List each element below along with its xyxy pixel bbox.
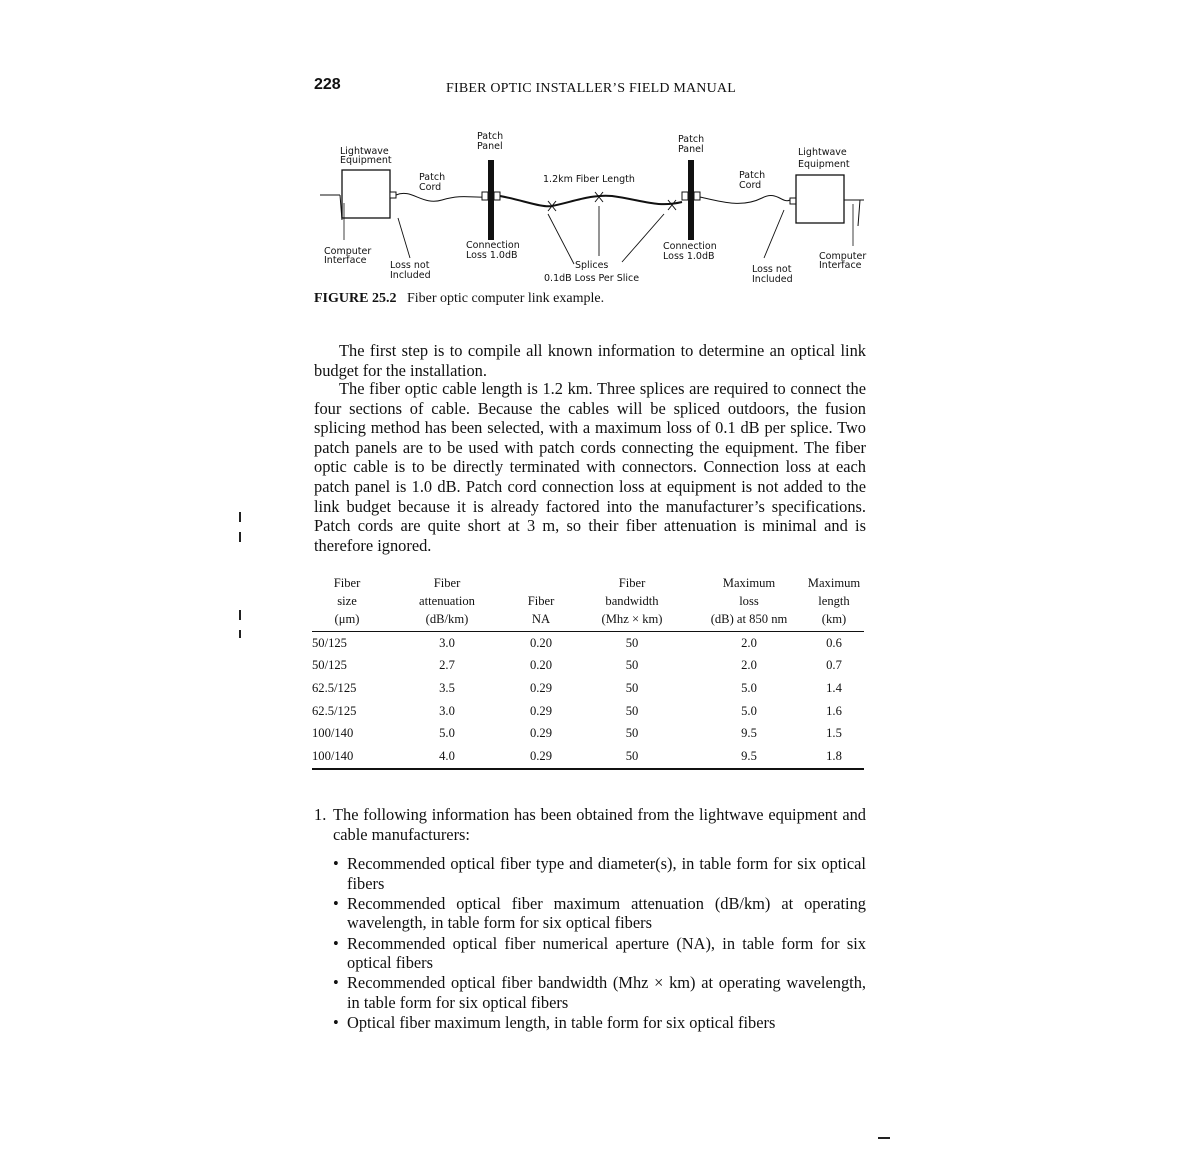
numbered-list — [314, 805, 866, 1033]
table-cell: 2.0 — [741, 635, 757, 650]
computer-interface-right-line — [844, 200, 864, 226]
table-cell: 100/140 — [312, 726, 354, 741]
table-cell: 2.0 — [741, 658, 757, 673]
table-cell: 2.7 — [439, 658, 455, 673]
patch-panel-left — [488, 160, 494, 240]
label-patch-cord-right-2: Cord — [739, 180, 762, 191]
table-cell: 5.0 — [741, 703, 757, 718]
paragraph-1 — [314, 341, 866, 380]
table-cell: 0.7 — [826, 658, 842, 673]
label-lightwave-right-2: Equipment — [798, 159, 850, 170]
label-patch-panel-right-2: Panel — [678, 144, 704, 155]
bullet-item — [333, 973, 866, 1012]
table-cell: 9.5 — [741, 726, 757, 741]
table-row — [312, 677, 864, 700]
header-attenuation-1: Fiber — [433, 576, 461, 590]
paragraph-2 — [314, 379, 866, 555]
bullet-text: Recommended optical fiber maximum attenuation (dB/km) at operating wavelength, in table form for six optical fibers — [347, 893, 866, 933]
table-cell: 100/140 — [312, 745, 382, 769]
bullet-item — [333, 894, 866, 933]
splice-mark-3 — [668, 200, 676, 210]
table-cell: 1.4 — [826, 680, 842, 695]
table-row — [312, 722, 864, 745]
table-cell: 0.29 — [529, 703, 553, 718]
header-max-length-2: length — [818, 594, 850, 608]
header-max-loss-2: loss — [739, 594, 759, 608]
bullet-text: Optical fiber maximum length, in table form for six optical fibers — [347, 1012, 776, 1032]
table-cell: 1.5 — [826, 726, 842, 741]
table-cell: 1.8 — [804, 745, 864, 769]
table-cell: 1.6 — [826, 703, 842, 718]
computer-interface-left-line — [320, 195, 342, 220]
fiber-span — [500, 196, 682, 207]
label-patch-panel-left-2: Panel — [477, 141, 503, 152]
figure-caption-text: Fiber optic computer link example. — [406, 291, 605, 306]
margin-mark — [239, 630, 241, 638]
table-cell: 0.6 — [826, 635, 842, 650]
table-cell: 3.0 — [439, 703, 455, 718]
table-cell: 0.29 — [512, 745, 570, 769]
table-row — [312, 632, 864, 655]
bullet-icon: • — [333, 893, 339, 913]
label-computer-left-1: Computer — [324, 246, 372, 257]
header-max-length-1: Maximum — [807, 576, 861, 590]
header-na — [512, 574, 570, 632]
patch-cord-right — [700, 195, 790, 203]
header-fiber-size-3: (μm) — [334, 612, 360, 626]
table-cell: 0.29 — [529, 680, 553, 695]
table-cell: 9.5 — [694, 745, 804, 769]
table-cell: 0.20 — [529, 635, 553, 650]
fiber-link-figure — [312, 128, 872, 293]
label-splices: Splices — [575, 260, 609, 271]
label-connection-loss-right-1: Connection — [663, 241, 717, 252]
header-na-2: NA — [531, 612, 551, 626]
header-max-loss-3: (dB) at 850 nm — [710, 612, 788, 626]
fiber-spec-table — [312, 574, 864, 770]
label-patch-cord-left-2: Cord — [419, 182, 442, 193]
lightwave-equipment-right-box — [796, 175, 844, 223]
label-patch-cord-left-1: Patch — [419, 172, 446, 183]
table-cell: 50 — [625, 658, 639, 673]
table-cell: 5.0 — [439, 726, 455, 741]
table-header-row — [312, 574, 864, 632]
label-computer-right-2: Interface — [819, 260, 862, 271]
header-fiber-size-1: Fiber — [333, 576, 361, 590]
list-item-text: The following information has been obtained from the lightwave equipment and cable manufacturers: — [333, 805, 866, 844]
paragraph-1-text: The first step is to compile all known information to determine an optical link budget for the installation. — [314, 341, 866, 380]
bullet-icon: • — [333, 933, 339, 953]
header-max-loss — [694, 574, 804, 632]
bullet-text: Recommended optical fiber numerical aperture (NA), in table form for six optical fibers — [347, 933, 866, 973]
table-cell: 62.5/125 — [312, 703, 357, 718]
label-fiber-length: 1.2km Fiber Length — [543, 174, 635, 185]
label-computer-right-1: Computer — [819, 251, 867, 262]
header-max-length-3: (km) — [821, 612, 847, 626]
label-lightwave-left-2: Equipment — [340, 155, 392, 166]
margin-mark — [239, 512, 241, 522]
margin-mark — [239, 532, 241, 542]
header-na-1: Fiber — [527, 594, 555, 608]
table-cell: 50/125 — [312, 635, 347, 650]
figure-caption-label: FIGURE 25.2 — [314, 291, 397, 306]
label-connection-loss-left-2: Loss 1.0dB — [466, 250, 518, 261]
table-cell: 3.5 — [439, 680, 455, 695]
bullet-text: Recommended optical fiber bandwidth (Mhz × km) at operating wavelength, in table form for six optical fibers — [347, 973, 866, 1012]
bullet-list — [314, 854, 866, 1032]
table-cell: 5.0 — [741, 680, 757, 695]
page-number: 228 — [314, 76, 341, 93]
label-lightwave-left-1: Lightwave — [340, 146, 389, 157]
table-cell: 0.20 — [529, 658, 553, 673]
figure-caption — [314, 291, 604, 307]
table-cell: 0.29 — [529, 726, 553, 741]
bullet-icon: • — [333, 1012, 339, 1032]
header-bandwidth-1: Fiber — [618, 576, 646, 590]
bullet-text: Recommended optical fiber type and diameter(s), in table form for six optical fibers — [347, 854, 866, 893]
table-cell: 50 — [625, 703, 639, 718]
table-cell: 50/125 — [312, 658, 347, 673]
table-cell: 62.5/125 — [312, 680, 357, 695]
table-cell: 50 — [625, 680, 639, 695]
bullet-icon: • — [333, 854, 339, 874]
margin-mark — [239, 610, 241, 620]
label-computer-left-2: Interface — [324, 255, 367, 266]
table-cell: 50 — [625, 635, 639, 650]
bullet-item — [333, 854, 866, 893]
port-left — [390, 192, 396, 198]
header-attenuation-3: (dB/km) — [425, 612, 469, 626]
bullet-item — [333, 934, 866, 973]
bullet-item — [333, 1013, 866, 1033]
lightwave-equipment-left-box — [342, 170, 390, 218]
margin-mark — [878, 1137, 890, 1139]
header-bandwidth — [570, 574, 694, 632]
table-row — [312, 655, 864, 678]
table-cell: 50 — [625, 726, 639, 741]
header-max-length — [804, 574, 864, 632]
fiber-link-diagram — [312, 128, 872, 293]
header-fiber-size-2: size — [337, 594, 357, 608]
label-patch-cord-right-1: Patch — [739, 170, 766, 181]
header-attenuation-2: attenuation — [419, 594, 475, 608]
paragraph-2-text: The fiber optic cable length is 1.2 km. Three splices are required to connect the four sections of cable. Because the cables will be spliced outdoors, the fusion splicing method has been selected, with a maximum loss of 0.1 dB per splice. Two patch panels are to be used with patch cords connecting the equipment. The fiber optic cable is to be directly terminated with connectors. Connection loss at each patch panel is 1.0 dB. Patch cord connection loss at equipment is not added to the link budget because it is already factored into the manufacturer’s specifications. Patch cords are quite short at 3 m, so their fiber attenuation is minimal and is therefore ignored. — [314, 379, 866, 555]
patch-cord-left — [396, 193, 484, 201]
table-cell: 4.0 — [382, 745, 512, 769]
label-patch-panel-left-1: Patch — [477, 131, 504, 142]
table-row — [312, 700, 864, 723]
list-item — [314, 805, 866, 844]
label-loss-not-right-1: Loss not — [752, 264, 792, 275]
list-item-number: 1. — [314, 805, 327, 824]
bullet-icon: • — [333, 973, 339, 993]
patch-panel-right — [688, 160, 694, 240]
label-connection-loss-left-1: Connection — [466, 240, 520, 251]
header-bandwidth-3: (Mhz × km) — [601, 612, 663, 626]
running-head: FIBER OPTIC INSTALLER’S FIELD MANUAL — [446, 81, 736, 96]
label-splice-loss: 0.1dB Loss Per Slice — [544, 273, 640, 284]
header-bandwidth-2: bandwidth — [605, 594, 659, 608]
label-lightwave-right-1: Lightwave — [798, 147, 847, 158]
label-patch-panel-right-1: Patch — [678, 134, 705, 145]
header-fiber-size — [312, 574, 382, 632]
table-row — [312, 745, 864, 769]
table-cell: 50 — [570, 745, 694, 769]
table-cell: 3.0 — [439, 635, 455, 650]
header-max-loss-1: Maximum — [722, 576, 776, 590]
header-attenuation — [382, 574, 512, 632]
label-loss-not-right-2: Included — [752, 274, 793, 285]
label-connection-loss-right-2: Loss 1.0dB — [663, 251, 715, 262]
port-right — [790, 198, 796, 204]
label-loss-not-left-1: Loss not — [390, 260, 430, 271]
label-loss-not-left-2: Included — [390, 270, 431, 281]
